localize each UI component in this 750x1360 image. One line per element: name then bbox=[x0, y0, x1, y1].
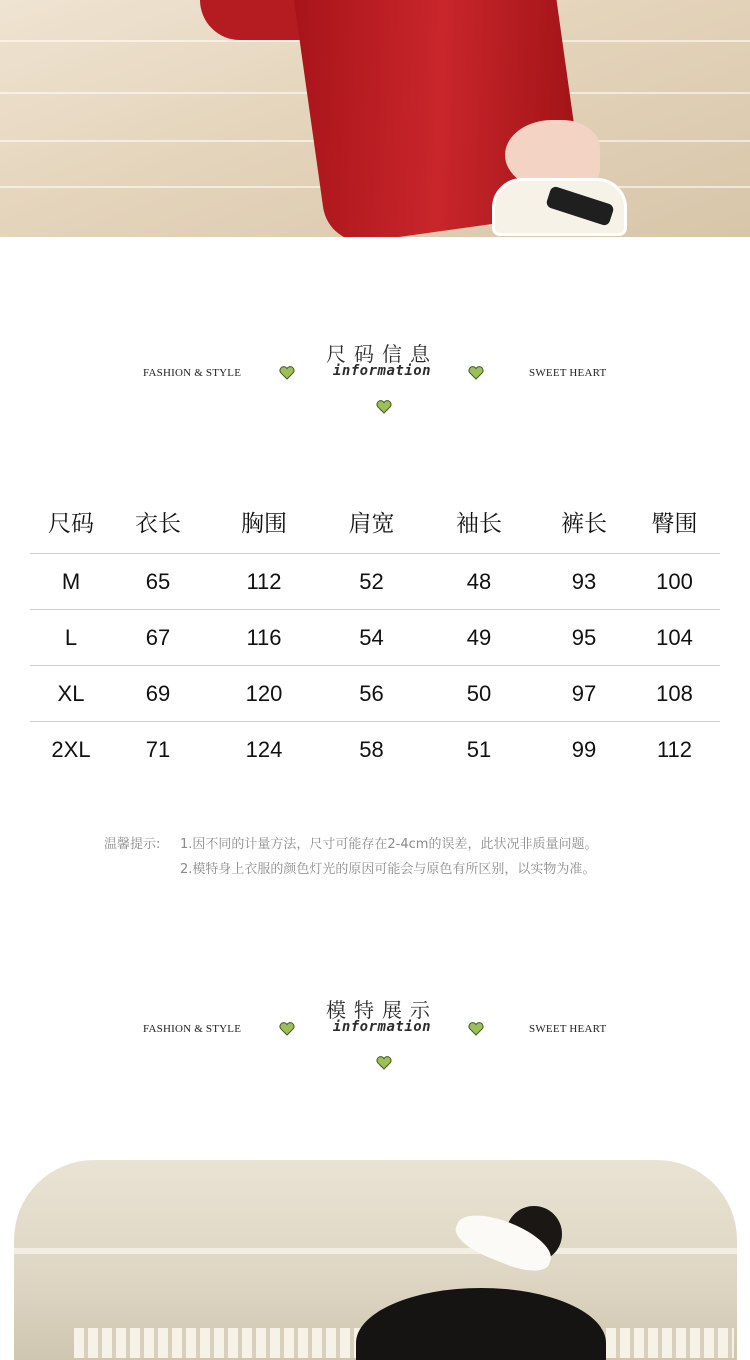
table-cell: 93 bbox=[571, 568, 597, 594]
table-header-cell: 胸围 bbox=[241, 510, 287, 536]
table-cell: 69 bbox=[145, 680, 171, 706]
table-cell: 51 bbox=[466, 736, 492, 762]
table-cell: 108 bbox=[656, 680, 693, 706]
table-cell: 124 bbox=[245, 736, 283, 762]
information-word: information bbox=[332, 1019, 432, 1035]
table-cell: 2XL bbox=[51, 736, 91, 762]
table-cell: 67 bbox=[145, 624, 171, 650]
table-cell: 120 bbox=[245, 680, 283, 706]
top-product-photo bbox=[0, 0, 750, 237]
table-cell: 65 bbox=[145, 568, 171, 594]
table-cell: 49 bbox=[466, 624, 492, 650]
table-cell: 100 bbox=[656, 568, 693, 594]
note-text: 2.模特身上衣服的颜色灯光的原因可能会与原色有所区别，以实物为准。 bbox=[180, 862, 596, 877]
size-section-header bbox=[0, 338, 750, 438]
table-cell: 116 bbox=[246, 624, 282, 650]
table-cell: 112 bbox=[656, 736, 693, 762]
table-cell: 112 bbox=[246, 568, 282, 594]
note-text: 1.因不同的计量方法，尺寸可能存在2-4cm的误差，此状况非质量问题。 bbox=[180, 837, 598, 852]
table-cell: L bbox=[64, 624, 78, 650]
table-row bbox=[30, 554, 720, 610]
table-header-row bbox=[30, 490, 720, 554]
table-cell: 54 bbox=[359, 624, 384, 650]
table-header-cell: 臀围 bbox=[651, 510, 698, 536]
table-row bbox=[30, 610, 720, 666]
table-header-cell: 衣长 bbox=[135, 510, 181, 536]
note-line-1 bbox=[104, 832, 597, 857]
table-cell: 71 bbox=[145, 736, 171, 762]
table-cell: M bbox=[61, 568, 81, 594]
table-cell: XL bbox=[57, 680, 85, 706]
table-header-cell: 裤长 bbox=[561, 510, 607, 536]
table-cell: 104 bbox=[656, 624, 693, 650]
model-photo bbox=[14, 1160, 737, 1360]
information-word: information bbox=[332, 363, 432, 379]
table-row bbox=[30, 722, 720, 778]
table-cell: 95 bbox=[571, 624, 597, 650]
fashion-style-text: FASHION & STYLE bbox=[143, 1023, 242, 1035]
size-section-title: 尺码信息 bbox=[326, 342, 438, 366]
model-section-title: 模特展示 bbox=[326, 998, 438, 1022]
table-cell: 52 bbox=[359, 568, 384, 594]
size-table bbox=[30, 490, 720, 777]
table-row bbox=[30, 666, 720, 722]
table-cell: 99 bbox=[571, 736, 597, 762]
model-section-header bbox=[0, 994, 750, 1094]
table-cell: 50 bbox=[466, 680, 492, 706]
table-header-cell: 尺码 bbox=[48, 510, 94, 536]
note-label: 温馨提示: bbox=[104, 837, 161, 852]
note-line-2 bbox=[104, 857, 597, 882]
heart-icon bbox=[376, 400, 392, 414]
sweet-heart-text: SWEET HEART bbox=[529, 1023, 607, 1035]
model-hair bbox=[356, 1288, 606, 1360]
heart-icon bbox=[468, 1022, 484, 1036]
size-notes bbox=[104, 832, 597, 882]
table-header-cell: 袖长 bbox=[456, 510, 502, 536]
table-cell: 97 bbox=[571, 680, 597, 706]
table-cell: 56 bbox=[359, 680, 384, 706]
sweet-heart-text: SWEET HEART bbox=[529, 367, 607, 379]
table-cell: 58 bbox=[359, 736, 384, 762]
heart-icon bbox=[376, 1056, 392, 1070]
heart-icon bbox=[468, 366, 484, 380]
table-cell: 48 bbox=[466, 568, 492, 594]
table-header-cell: 肩宽 bbox=[348, 510, 395, 536]
slipper bbox=[492, 178, 627, 236]
fashion-style-text: FASHION & STYLE bbox=[143, 367, 242, 379]
